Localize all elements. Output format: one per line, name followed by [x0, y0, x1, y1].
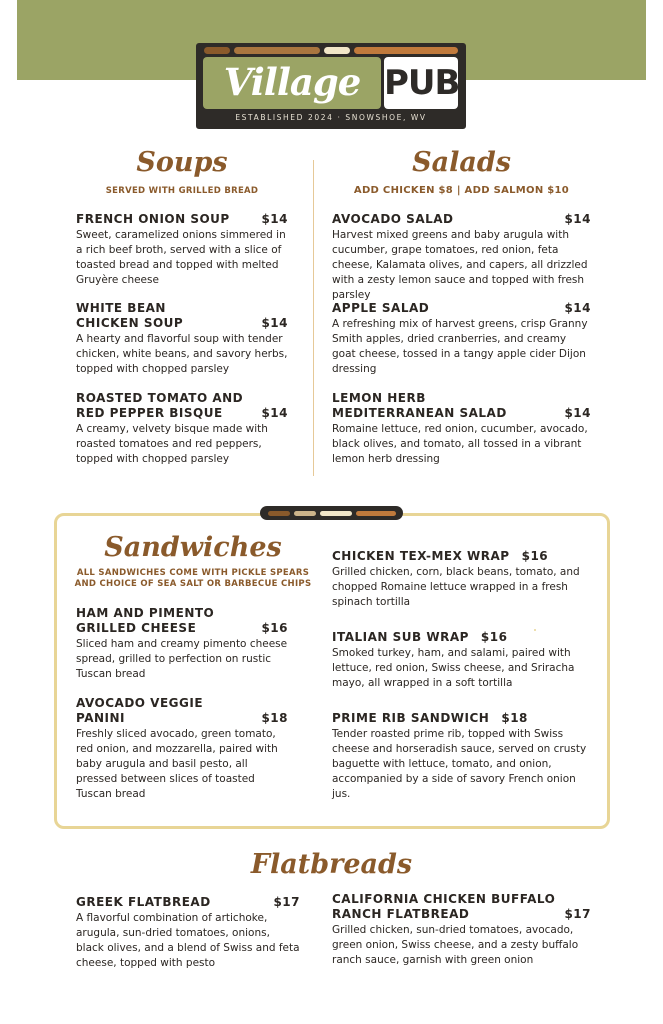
item-name: APPLE SALAD $14	[332, 301, 591, 315]
item-name: ITALIAN SUB WRAP $16	[332, 630, 508, 644]
menu-item-greek-flatbread	[76, 895, 300, 971]
item-name: CHICKEN TEX-MEX WRAP $16	[332, 549, 549, 563]
menu-item-roasted-tomato-bisque	[76, 391, 288, 467]
item-description: A refreshing mix of harvest greens, crisp Granny Smith apples, dried cranberries, and creamy goat cheese, tossed in a tangy apple cider Dijon dressing	[332, 318, 588, 375]
item-description: Sweet, caramelized onions simmered in a rich beef broth, served with a slice of toasted bread and topped with melted Gruyère cheese	[76, 229, 286, 286]
menu-item-avocado-veggie-panini	[76, 696, 288, 802]
menu-item-apple-salad	[332, 301, 591, 377]
menu-item-prime-rib-sandwich	[332, 711, 594, 802]
item-price: $14	[261, 316, 288, 330]
ornament-bar	[268, 511, 290, 516]
salads-title: Salads	[412, 147, 511, 178]
item-description: A flavorful combination of artichoke, arugula, sun-dried tomatoes, onions, black olives, and a blend of Swiss and feta cheese, topped with pesto	[76, 912, 300, 969]
item-description: Tender roasted prime rib, topped with Swiss cheese and horseradish sauce, served on crusty baguette with lettuce, tomato, and onion, accompanied by a side of savory French onion jus.	[332, 728, 587, 800]
item-price: $14	[564, 212, 591, 226]
logo-bar	[354, 47, 458, 54]
menu-item-california-chicken-flatbread	[332, 892, 591, 968]
menu-item-ham-pimento-grilled-cheese	[76, 606, 288, 682]
soups-title: Soups	[136, 147, 228, 178]
item-price: $14	[261, 406, 288, 420]
salads-subtitle: ADD CHICKEN $8 | ADD SALMON $10	[353, 185, 570, 196]
item-description: Freshly sliced avocado, green tomato, red onion, and mozzarella, paired with baby arugula and basil pesto, all pressed between slices of toasted Tuscan bread	[76, 728, 278, 800]
item-name: PRIME RIB SANDWICH $18	[332, 711, 528, 725]
menu-item-french-onion-soup	[76, 212, 288, 288]
menu-item-chicken-tex-mex-wrap	[332, 549, 594, 610]
ornament-bar	[294, 511, 316, 516]
logo-tagline: ESTABLISHED 2024 · SNOWSHOE, WV	[235, 113, 427, 122]
item-name: AVOCADO SALAD $14	[332, 212, 591, 226]
soups-subtitle: SERVED WITH GRILLED BREAD	[105, 186, 259, 196]
item-description: Romaine lettuce, red onion, cucumber, avocado, black olives, and tomato, all tossed in a vibrant lemon herb dressing	[332, 423, 588, 465]
item-name: ROASTED TOMATO AND RED PEPPER BISQUE $14	[76, 391, 288, 420]
item-name: LEMON HERB MEDITERRANEAN SALAD $14	[332, 391, 591, 420]
item-price: $14	[261, 212, 288, 226]
item-description: A creamy, velvety bisque made with roasted tomatoes and red peppers, topped with chopped parsley	[76, 423, 268, 465]
item-price: $18	[501, 711, 528, 725]
ornament-bar	[320, 511, 352, 516]
menu-item-white-bean-chicken-soup	[76, 301, 288, 377]
logo-bar	[234, 47, 321, 54]
item-price: $14	[564, 301, 591, 315]
item-price: $16	[521, 549, 549, 563]
item-name: CALIFORNIA CHICKEN BUFFALO RANCH FLATBREAD $17	[332, 892, 591, 921]
item-price: $18	[261, 711, 288, 725]
logo-pub-text: PUB	[384, 57, 458, 109]
item-price: $16	[261, 621, 288, 635]
item-name: GREEK FLATBREAD $17	[76, 895, 300, 909]
logo-village-text: Village	[203, 57, 381, 109]
item-description: Smoked turkey, ham, and salami, paired with lettuce, red onion, Swiss cheese, and Sriracha mayo, all wrapped in a soft tortilla	[332, 647, 575, 689]
section-ornament	[260, 506, 403, 520]
item-name: FRENCH ONION SOUP $14	[76, 212, 288, 226]
sandwiches-subtitle: ALL SANDWICHES COME WITH PICKLE SPEARS AND CHOICE OF SEA SALT OR BARBECUE CHIPS	[74, 568, 312, 589]
item-price: $14	[564, 406, 591, 420]
item-description: Grilled chicken, corn, black beans, tomato, and chopped Romaine lettuce wrapped in a fresh spinach tortilla	[332, 566, 580, 608]
menu-item-lemon-herb-salad	[332, 391, 591, 467]
item-description: Grilled chicken, sun-dried tomatoes, avocado, green onion, Swiss cheese, and a zesty buffalo ranch sauce, garnish with green onion	[332, 924, 579, 966]
village-pub-logo	[196, 43, 466, 129]
item-description: Harvest mixed greens and baby arugula with cucumber, grape tomatoes, red onion, feta cheese, Kalamata olives, and capers, all drizzled with a zesty lemon sauce and topped with fresh parsley	[332, 229, 588, 301]
logo-bar	[324, 47, 350, 54]
item-price: $17	[564, 907, 591, 921]
menu-item-avocado-salad	[332, 212, 591, 303]
column-divider	[313, 160, 314, 476]
item-price: $17	[273, 895, 300, 909]
logo-bar	[204, 47, 230, 54]
menu-item-italian-sub-wrap	[332, 630, 594, 691]
flatbreads-title: Flatbreads	[250, 849, 413, 880]
item-name: AVOCADO VEGGIE PANINI $18	[76, 696, 288, 725]
logo-color-bars	[204, 47, 458, 54]
item-name: HAM AND PIMENTO GRILLED CHEESE $16	[76, 606, 288, 635]
item-name: WHITE BEAN CHICKEN SOUP $14	[76, 301, 288, 330]
item-price: $16	[480, 630, 508, 644]
sandwiches-title: Sandwiches	[104, 532, 282, 563]
ornament-bar	[356, 511, 396, 516]
item-description: A hearty and flavorful soup with tender chicken, white beans, and savory herbs, topped with chopped parsley	[76, 333, 288, 375]
item-description: Sliced ham and creamy pimento cheese spread, grilled to perfection on rustic Tuscan bread	[76, 638, 288, 680]
